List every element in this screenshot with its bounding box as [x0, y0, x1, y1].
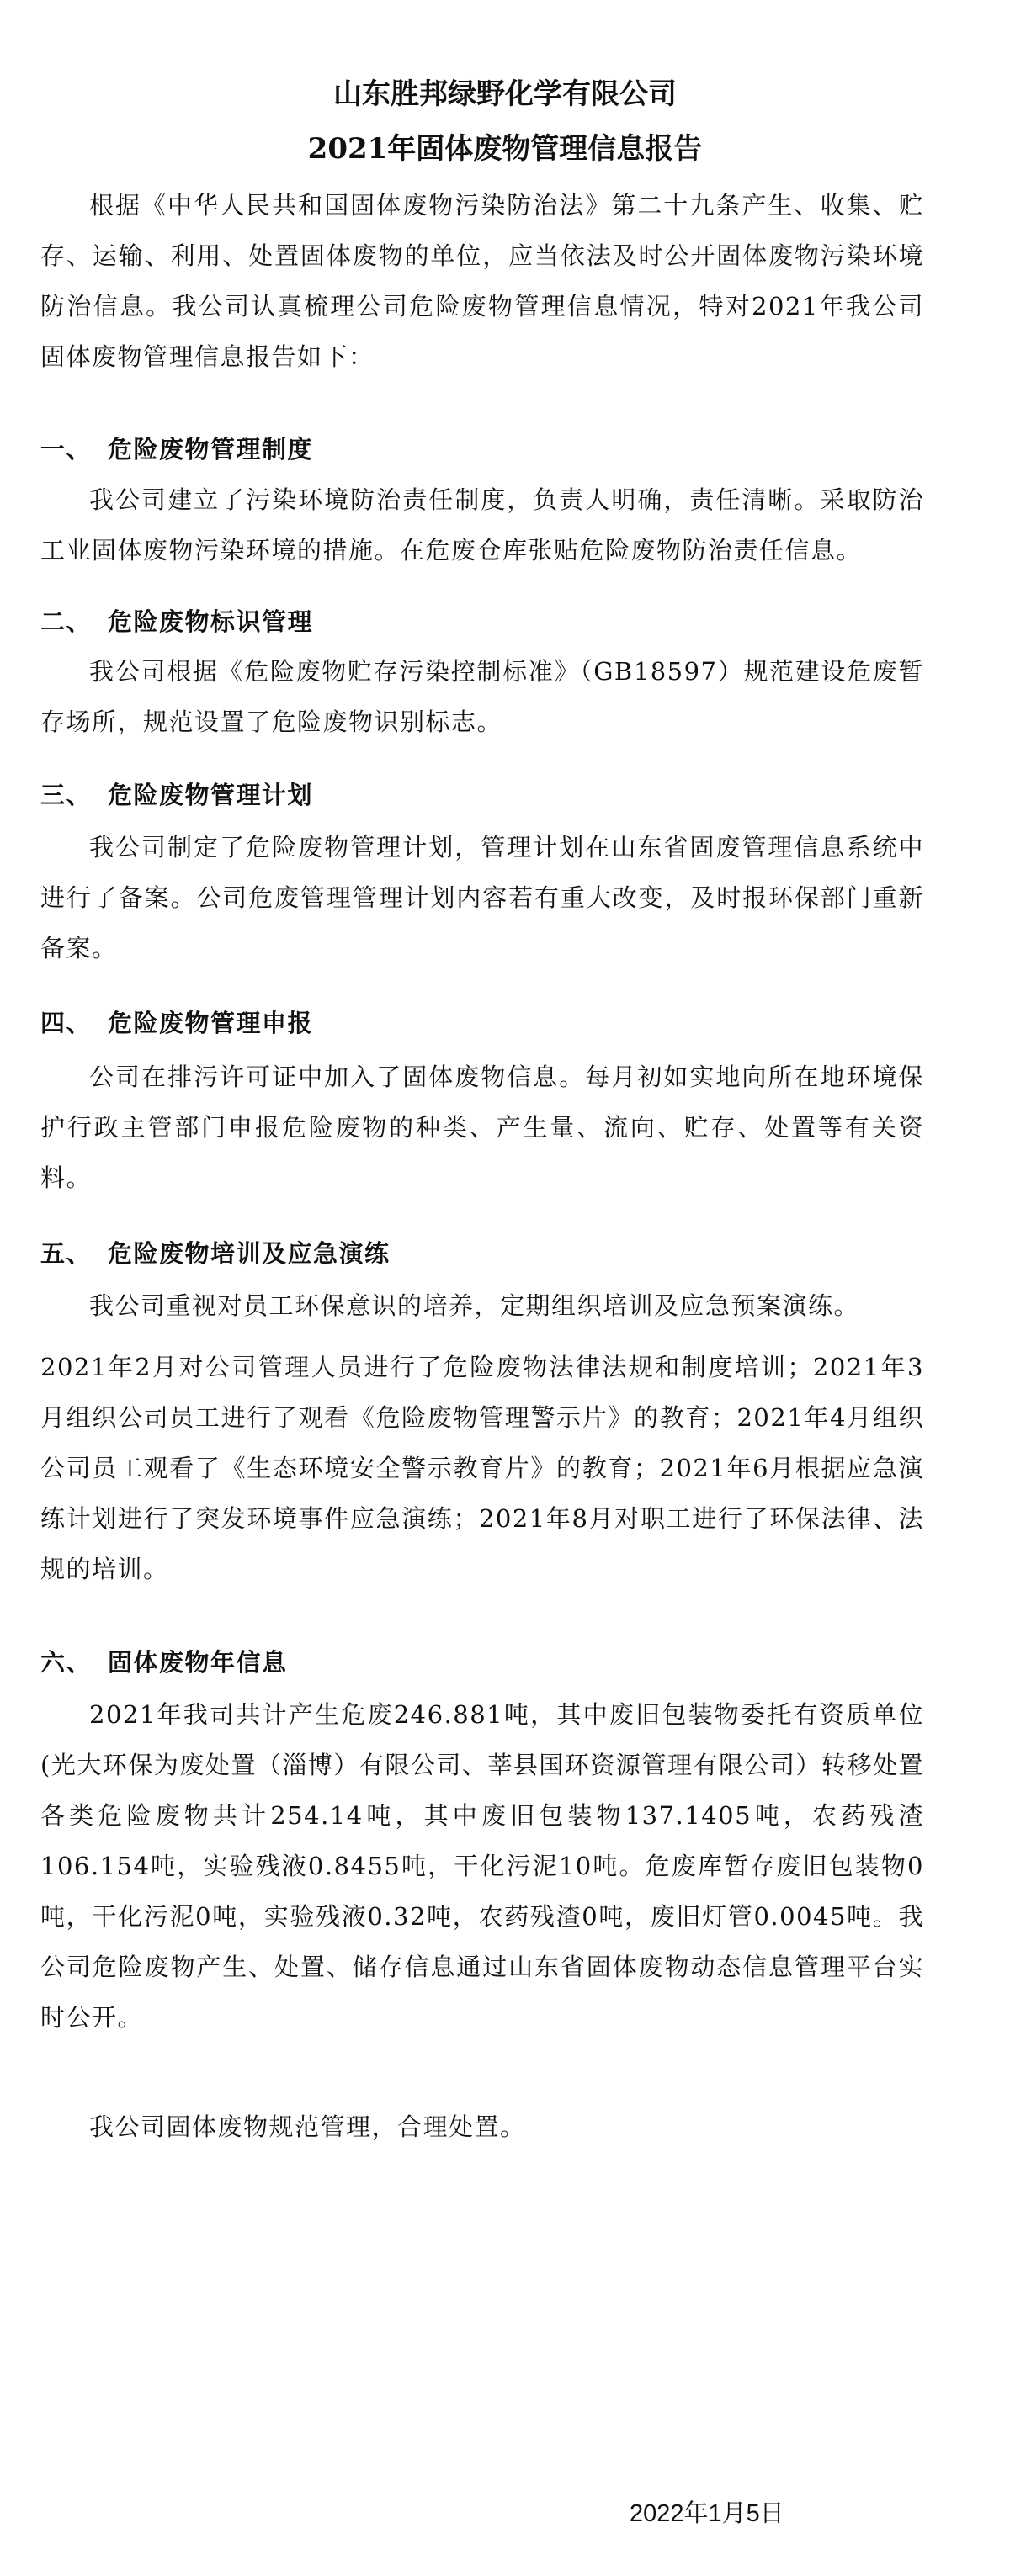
section-title: 危险废物标识管理	[108, 607, 314, 636]
section-title: 危险废物培训及应急演练	[108, 1239, 391, 1268]
section-heading-2	[40, 605, 924, 639]
section-number: 一、	[40, 435, 93, 464]
report-date: 2022年1月5日	[630, 2500, 784, 2527]
section-number: 五、	[40, 1239, 93, 1268]
section-5-paragraph-1: 我公司重视对员工环保意识的培养，定期组织培训及应急预案演练。	[89, 1291, 860, 1320]
section-number: 二、	[40, 607, 93, 636]
section-3-paragraph: 我公司制定了危险废物管理计划，管理计划在山东省固废管理信息系统中进行了备案。公司危废管理管理计划内容若有重大改变，及时报环保部门重新备案。	[40, 833, 924, 962]
section-heading-6	[40, 1646, 924, 1679]
section-heading-5	[40, 1237, 924, 1270]
section-title: 危险废物管理计划	[108, 781, 314, 809]
section-number: 六、	[40, 1648, 93, 1677]
section-4-paragraph: 公司在排污许可证中加入了固体废物信息。每月初如实地向所在地环境保护行政主管部门申报危险废物的种类、产生量、流向、贮存、处置等有关资料。	[40, 1063, 924, 1192]
section-title: 危险废物管理申报	[108, 1009, 314, 1037]
section-title: 固体废物年信息	[108, 1648, 288, 1677]
section-heading-1	[40, 432, 924, 466]
section-number: 四、	[40, 1009, 93, 1037]
section-heading-4	[40, 1006, 924, 1040]
intro-paragraph: 根据《中华人民共和国固体废物污染防治法》第二十九条产生、收集、贮存、运输、利用、处置固体废物的单位，应当依法及时公开固体废物污染环境防治信息。我公司认真梳理公司危险废物管理信息情况，特对2021年我公司固体废物管理信息报告如下：	[40, 191, 924, 371]
section-title: 危险废物管理制度	[108, 435, 314, 464]
section-5-paragraph-2: 2021年2月对公司管理人员进行了危险废物法律法规和制度培训；2021年3月组织公司员工进行了观看《危险废物管理警示片》的教育；2021年4月组织公司员工观看了《生态环境安全警示教育片》的教育；2021年6月根据应急演练计划进行了突发环境事件应急演练；2021年8月对职工进行了环保法律、法规的培训。	[40, 1353, 924, 1583]
company-name: 山东胜邦绿野化学有限公司	[333, 77, 677, 111]
report-title: 2021年固体废物管理信息报告	[307, 132, 703, 166]
section-2-paragraph: 我公司根据《危险废物贮存污染控制标准》（GB18597）规范建设危废暂存场所，规范设置了危险废物识别标志。	[40, 657, 924, 736]
section-6-paragraph-2: 我公司固体废物规范管理，合理处置。	[89, 2112, 526, 2141]
section-number: 三、	[40, 781, 93, 809]
section-6-paragraph-1: 2021年我司共计产生危废246.881吨，其中废旧包装物委托有资质单位(光大环保为废处置（淄博）有限公司、莘县国环资源管理有限公司）转移处置各类危险废物共计254.14吨，其中废旧包装物137.1405吨，农药残渣106.154吨，实验残液0.8455吨，干化污泥10吨。危废库暂存废旧包装物0吨，干化污泥0吨，实验残液0.32吨，农药残渣0吨，废旧灯管0.0045吨。我公司危险废物产生、处置、储存信息通过山东省固体废物动态信息管理平台实时公开。	[40, 1700, 924, 2032]
section-heading-3	[40, 778, 924, 812]
section-1-paragraph: 我公司建立了污染环境防治责任制度，负责人明确，责任清晰。采取防治工业固体废物污染环境的措施。在危废仓库张贴危险废物防治责任信息。	[40, 485, 924, 564]
